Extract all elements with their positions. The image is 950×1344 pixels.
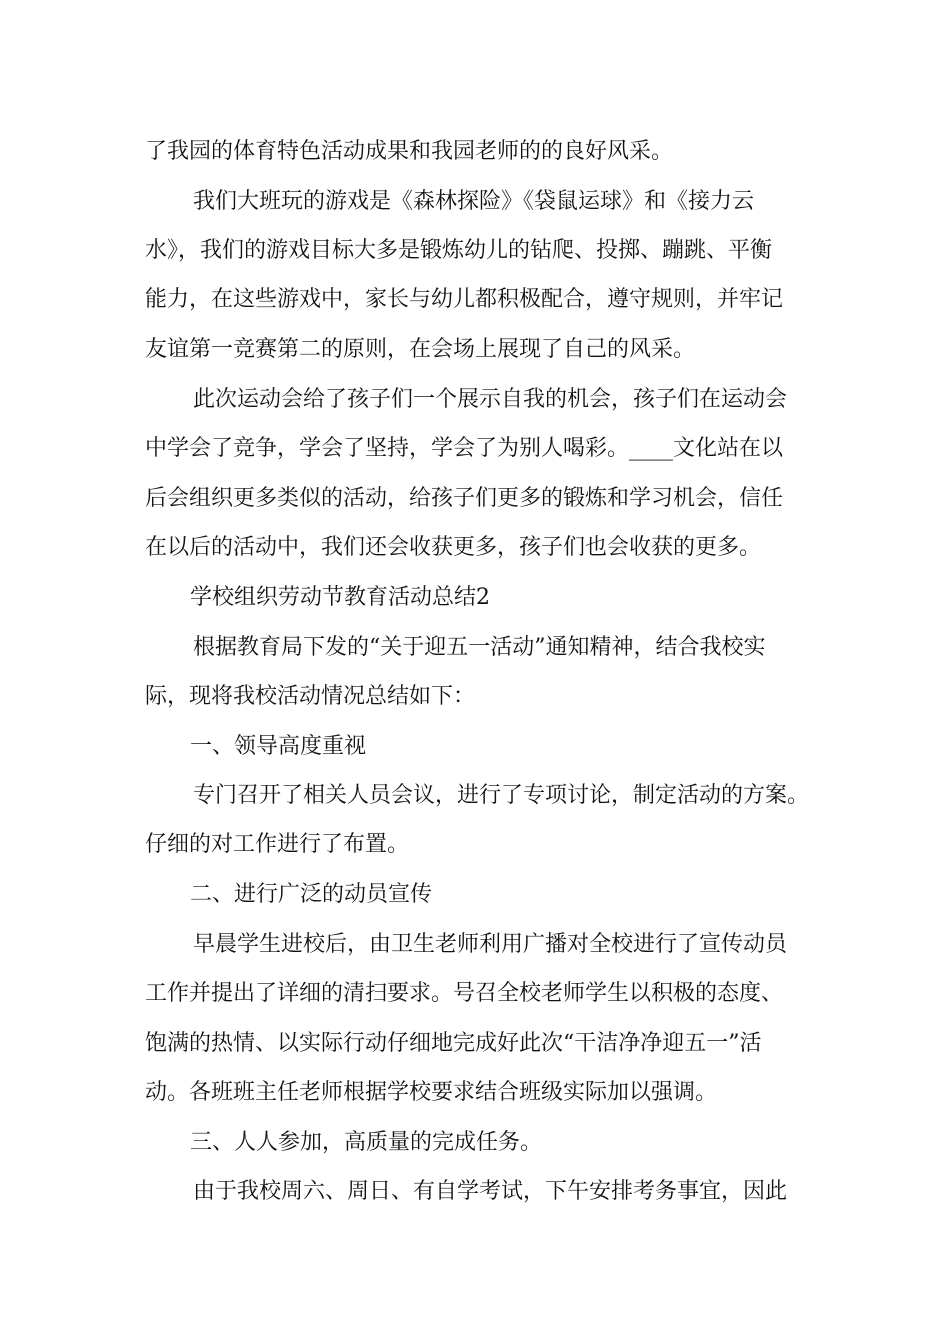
text-line: 动。各班班主任老师根据学校要求结合班级实际加以强调。	[145, 1080, 718, 1105]
text-line: 仔细的对工作进行了布置。	[145, 832, 410, 857]
section-heading: 一、领导高度重视	[190, 734, 367, 759]
text-line: 后会组织更多类似的活动，给孩子们更多的锻炼和学习机会，信任	[145, 486, 784, 511]
text-line: 能力，在这些游戏中，家长与幼儿都积极配合，遵守规则，并牢记	[145, 287, 784, 312]
text-line: 水》，我们的游戏目标大多是锻炼幼儿的钻爬、投掷、蹦跳、平衡	[145, 238, 773, 263]
text-line: 我们大班玩的游戏是《森林探险》《袋鼠运球》和《接力云	[193, 189, 755, 214]
section-heading: 二、进行广泛的动员宣传	[190, 882, 433, 907]
text-line: 由于我校周六、周日、有自学考试，下午安排考务事宜，因此	[193, 1179, 788, 1204]
text-line: 际，现将我校活动情况总结如下：	[145, 684, 476, 709]
text-line: 饱满的热情、以实际行动仔细地完成好此次“干洁净净迎五一”活	[145, 1031, 762, 1056]
text-line: 了我园的体育特色活动成果和我园老师的的良好风采。	[145, 139, 674, 164]
text-line: 根据教育局下发的“关于迎五一活动”通知精神，结合我校实	[193, 635, 766, 660]
text-line: 中学会了竞争，学会了坚持，学会了为别人喝彩。____文化站在以	[145, 436, 784, 461]
text-line: 早晨学生进校后，由卫生老师利用广播对全校进行了宣传动员	[193, 932, 788, 957]
text-line: 工作并提出了详细的清扫要求。号召全校老师学生以积极的态度、	[145, 981, 784, 1006]
section-heading: 三、人人参加，高质量的完成任务。	[190, 1130, 543, 1155]
text-line: 此次运动会给了孩子们一个展示自我的机会，孩子们在运动会	[193, 387, 788, 412]
text-line: 友谊第一竞赛第二的原则，在会场上展现了自己的风采。	[145, 337, 696, 362]
section-title: 学校组织劳动节教育活动总结2	[190, 585, 490, 610]
text-line: 专门召开了相关人员会议，进行了专项讨论，制定活动的方案。	[193, 783, 810, 808]
text-line: 在以后的活动中，我们还会收获更多，孩子们也会收获的更多。	[145, 535, 762, 560]
